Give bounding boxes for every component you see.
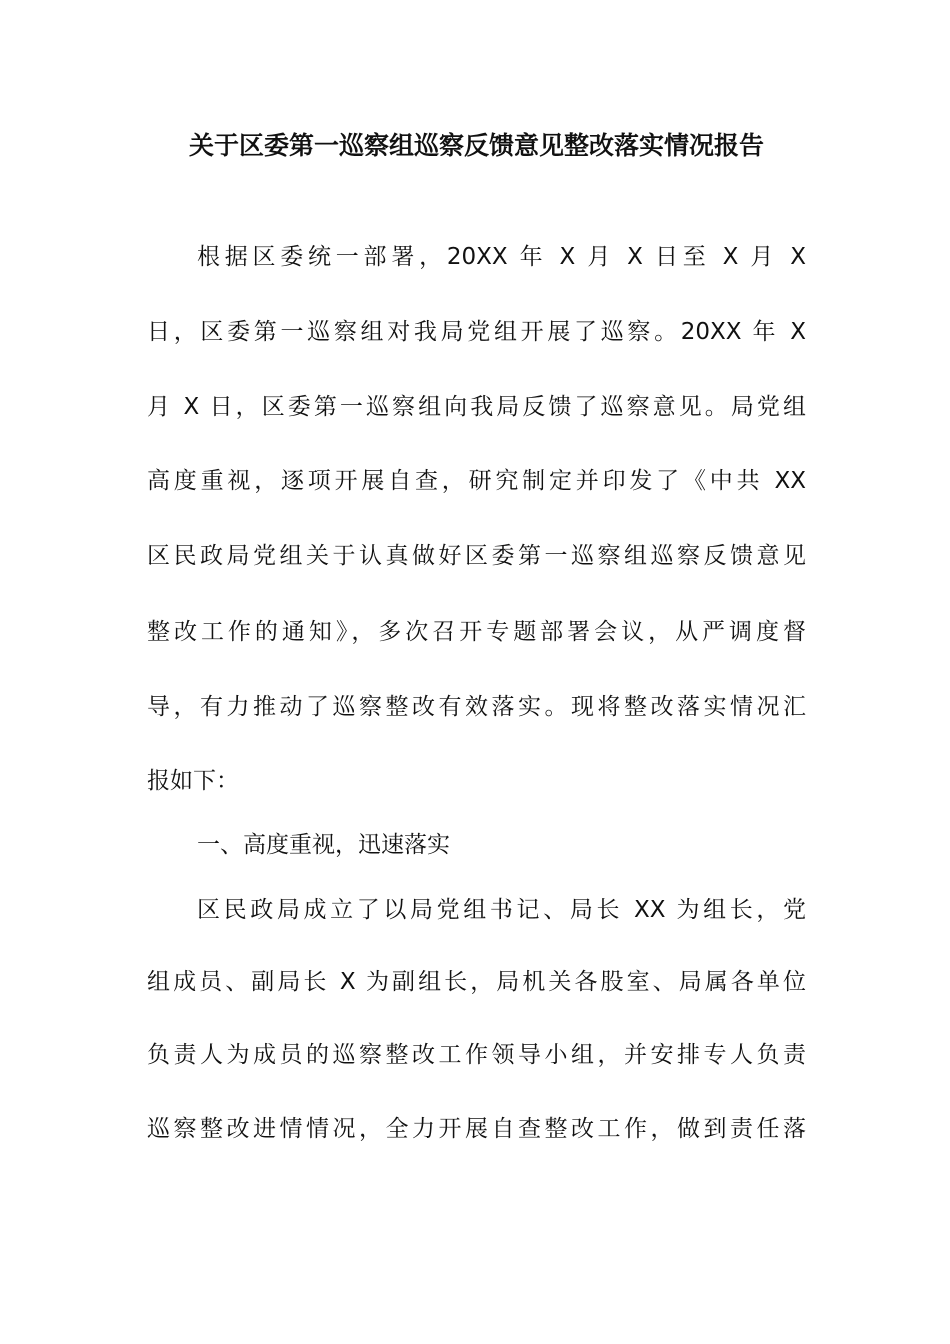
paragraph-line: 区民政局成立了以局党组书记、局长 XX 为组长，党 [197, 897, 806, 923]
paragraph-line: 区民政局党组关于认真做好区委第一巡察组巡察反馈意见 [147, 543, 806, 569]
paragraph-line: 巡察整改进情情况，全力开展自查整改工作，做到责任落 [147, 1116, 806, 1142]
paragraph-line: 报如下： [147, 768, 239, 794]
section-heading: 一、高度重视，迅速落实 [197, 832, 450, 858]
paragraph-line: 月 X 日，区委第一巡察组向我局反馈了巡察意见。局党组 [147, 394, 806, 420]
document-title: 关于区委第一巡察组巡察反馈意见整改落实情况报告 [188, 131, 764, 160]
paragraph-line: 导，有力推动了巡察整改有效落实。现将整改落实情况汇 [147, 694, 806, 720]
paragraph-line: 负责人为成员的巡察整改工作领导小组，并安排专人负责 [147, 1042, 806, 1068]
paragraph-line: 日，区委第一巡察组对我局党组开展了巡察。20XX 年 X [147, 319, 806, 345]
paragraph-line: 整改工作的通知》，多次召开专题部署会议，从严调度督 [147, 619, 806, 645]
paragraph-line: 高度重视，逐项开展自查，研究制定并印发了《中共 XX [147, 468, 806, 494]
paragraph-line: 组成员、副局长 X 为副组长，局机关各股室、局属各单位 [147, 969, 806, 995]
paragraph-line: 根据区委统一部署，20XX 年 X 月 X 日至 X 月 X [197, 244, 806, 270]
